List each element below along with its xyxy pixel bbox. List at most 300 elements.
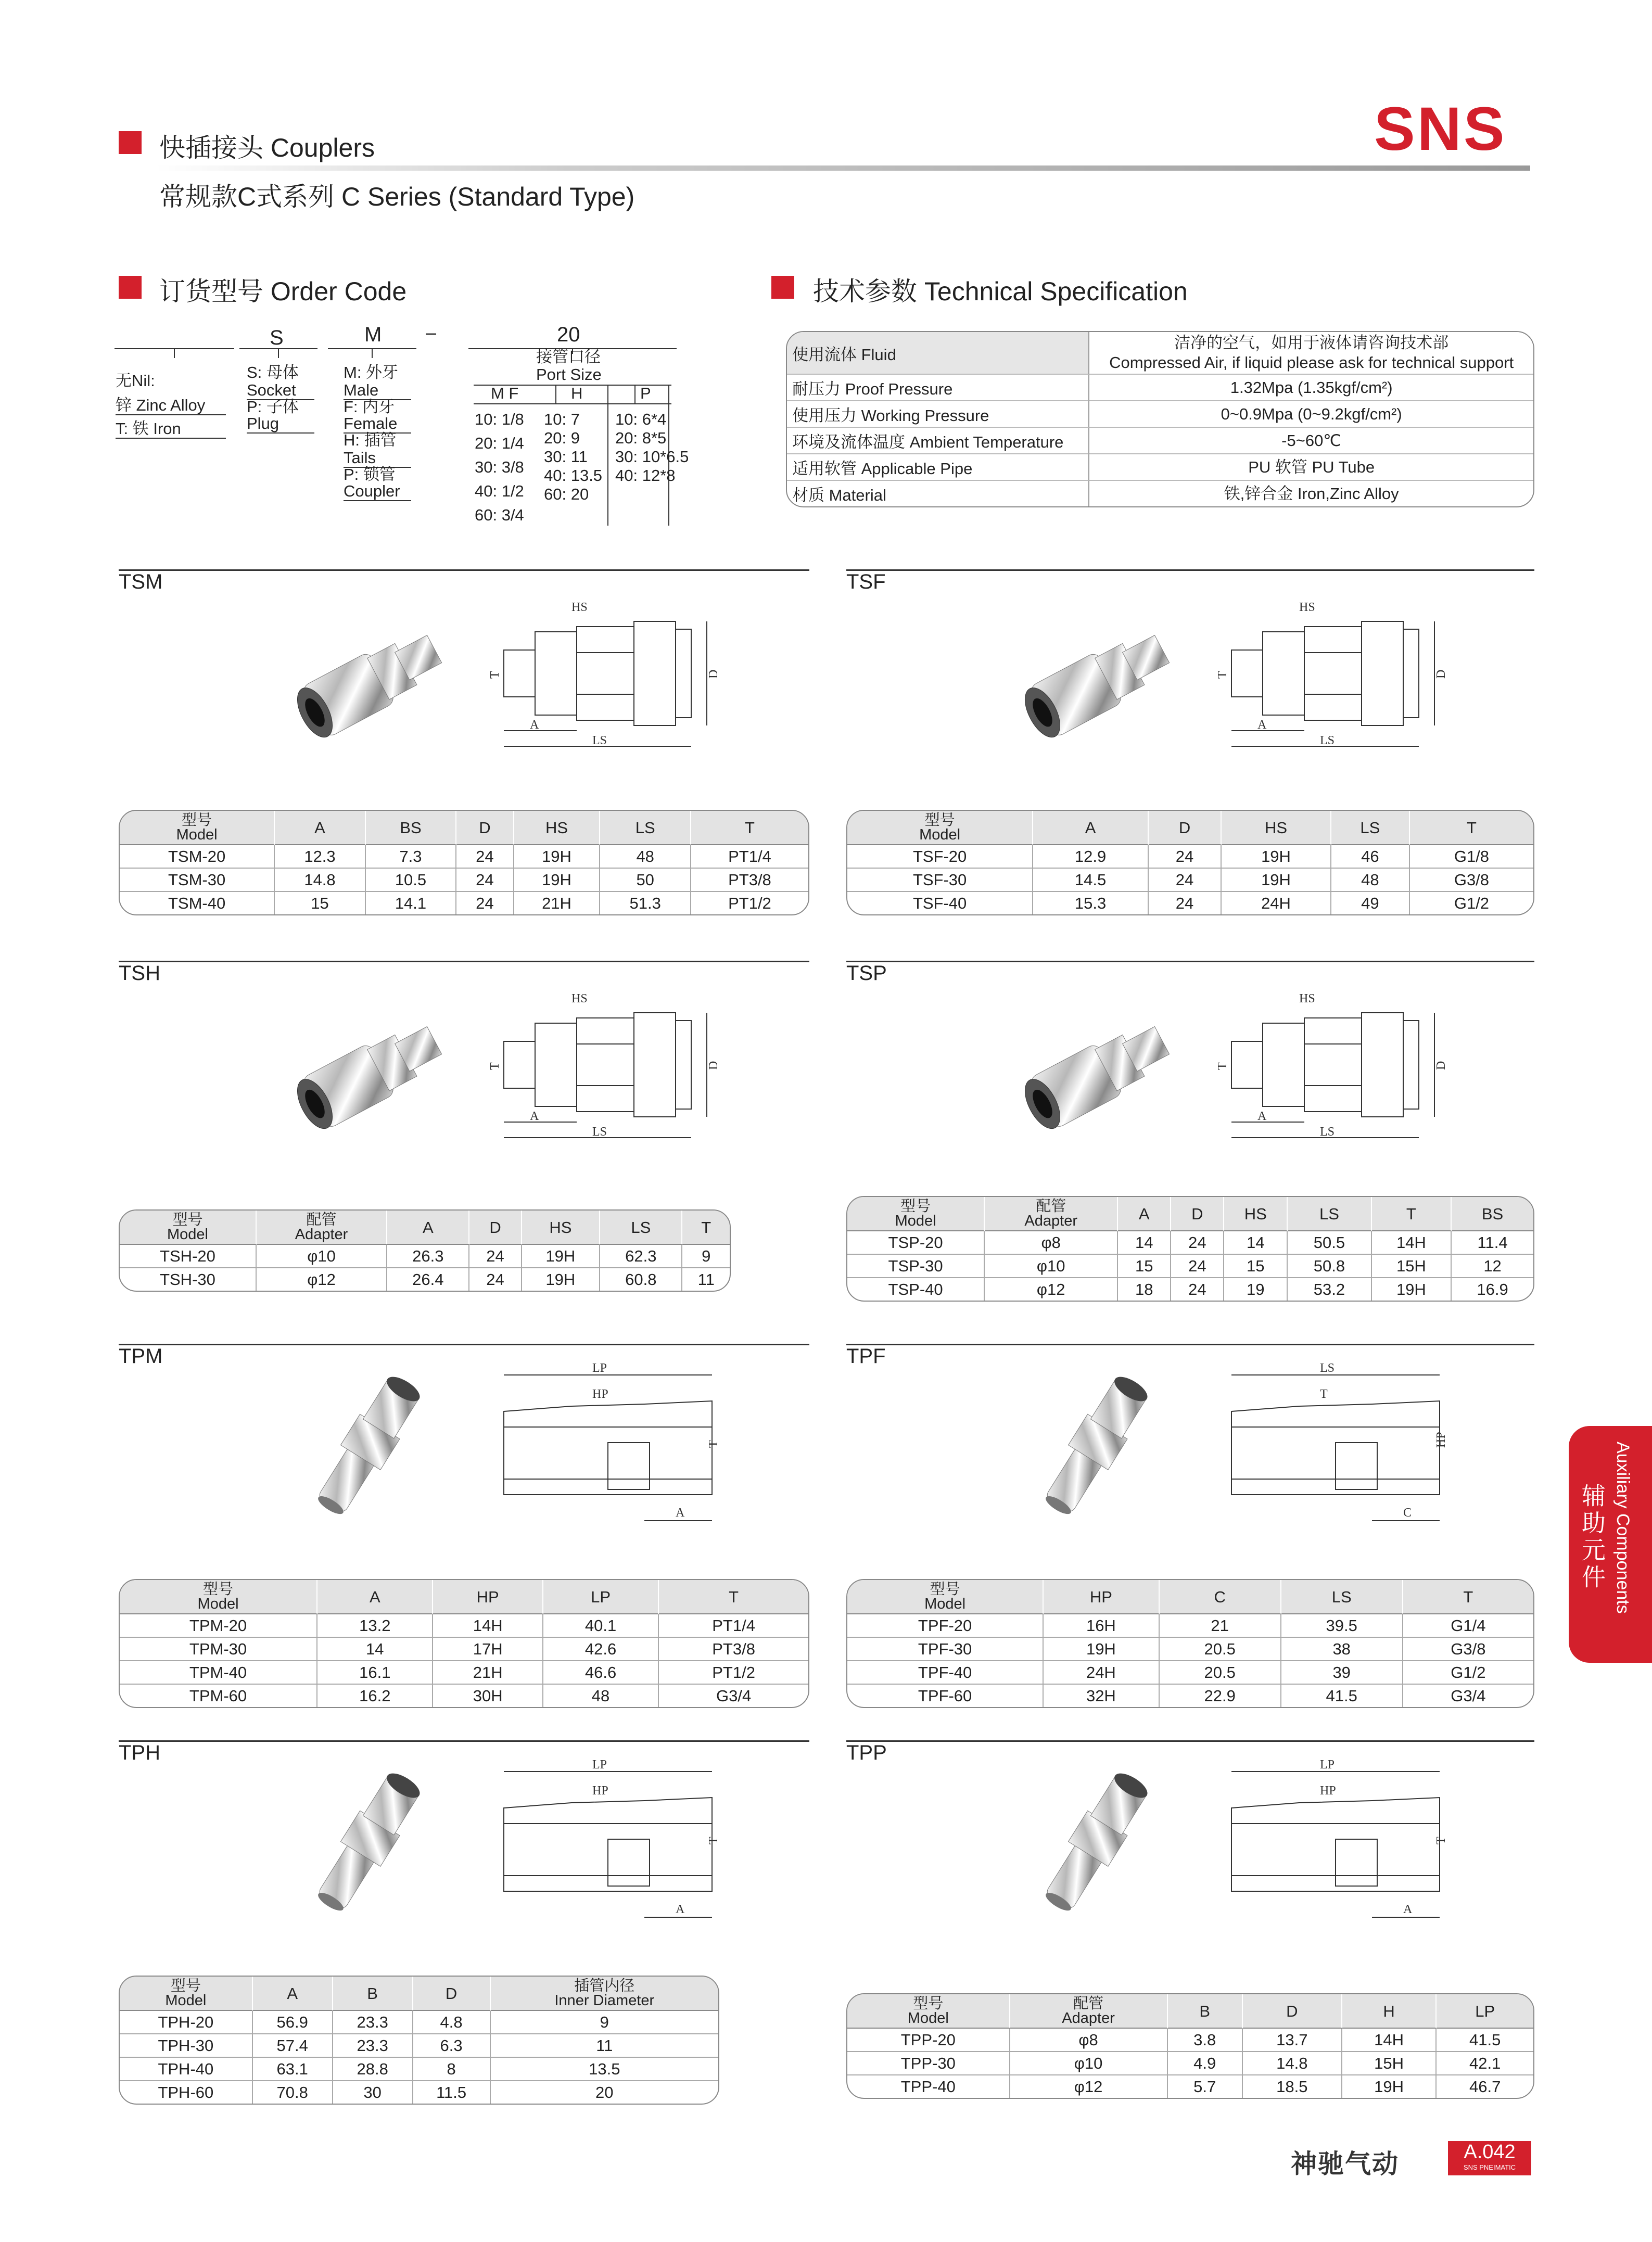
table-row xyxy=(847,1231,1533,1255)
table-cell: 24 xyxy=(1171,1278,1224,1301)
table-cell: φ10 xyxy=(257,1245,387,1268)
table-header-cell: D xyxy=(1243,1994,1342,2029)
table-cell: PT1/4 xyxy=(691,845,808,869)
table-row xyxy=(847,1685,1533,1707)
table-cell: 3.8 xyxy=(1168,2029,1243,2052)
oc-h-cn: H: 插管 xyxy=(344,431,397,449)
header-marker xyxy=(119,131,142,154)
oc-p-en: Plug xyxy=(247,415,314,434)
table-cell: 16.9 xyxy=(1477,1280,1508,1298)
table-header-cell: H xyxy=(1342,1994,1437,2029)
table-row xyxy=(120,2058,718,2081)
spec-table xyxy=(119,1209,731,1292)
table-cell: 14 xyxy=(1118,1231,1171,1255)
technical-drawing xyxy=(488,971,780,1158)
header-en: Inner Diameter xyxy=(554,1992,655,2009)
table-cell: TPM-20 xyxy=(120,1614,317,1638)
table-cell: 57.4 xyxy=(253,2034,333,2058)
svg-text:A: A xyxy=(1403,1903,1413,1916)
table-cell: TPH-40 xyxy=(120,2058,253,2081)
header-rule xyxy=(156,165,1530,171)
svg-text:A: A xyxy=(676,1506,685,1520)
oc-m-cn: M: 外牙 xyxy=(344,363,399,381)
table-header-cell: D xyxy=(1149,811,1222,845)
tech-value-line: 铁,锌合金 Iron,Zinc Alloy xyxy=(1224,484,1399,503)
tech-key: 材质 Material xyxy=(787,481,1089,506)
oc-port-cn: 接管口径 xyxy=(536,348,601,366)
svg-text:LP: LP xyxy=(1320,1758,1335,1772)
table-header-cell xyxy=(120,1211,257,1245)
table-row xyxy=(847,1614,1533,1638)
oc-material-zinc: 锌 Zinc Alloy xyxy=(116,397,226,415)
table-cell: 16.2 xyxy=(317,1685,433,1707)
oc-col-mf: M F xyxy=(491,384,519,402)
oc-s-letter: S xyxy=(270,326,284,349)
table-cell: 19H xyxy=(1342,2075,1437,2098)
side-tab xyxy=(1569,1426,1652,1663)
table-cell: TSP-20 xyxy=(847,1231,985,1255)
oc-m-en: Male xyxy=(344,382,411,400)
spec-table xyxy=(846,1579,1534,1708)
page-number: A.042 xyxy=(1464,2141,1516,2163)
table-cell: φ8 xyxy=(985,1231,1118,1255)
section-name: TPH xyxy=(119,1741,160,1764)
table-cell: 20 xyxy=(595,2083,614,2101)
table-header-cell xyxy=(847,1994,1010,2029)
table-cell: TPF-60 xyxy=(847,1685,1044,1707)
table-cell: TSF-20 xyxy=(847,845,1033,869)
svg-text:HP: HP xyxy=(592,1387,608,1401)
order-code-marker xyxy=(119,276,142,299)
table-header-cell: LS xyxy=(1288,1197,1371,1231)
table-cell: 14.1 xyxy=(366,892,456,914)
order-code-heading: 订货型号 Order Code xyxy=(159,277,407,306)
header-en: Model xyxy=(176,826,218,843)
tech-key: 使用压力 Working Pressure xyxy=(787,401,1089,428)
table-header-cell: T xyxy=(682,1211,730,1245)
section-name: TPM xyxy=(119,1345,163,1368)
table-header-cell: A xyxy=(275,811,365,845)
table-cell: 21H xyxy=(514,892,601,914)
table-cell: 38 xyxy=(1281,1638,1403,1661)
oc-s-cn: S: 母体 xyxy=(247,363,299,381)
page-number-box xyxy=(1448,2141,1531,2175)
table-cell: 24 xyxy=(469,1245,522,1268)
spec-table xyxy=(119,1976,719,2105)
table-header-cell xyxy=(491,1977,718,2011)
table-cell: 18.5 xyxy=(1243,2075,1342,2098)
svg-text:LP: LP xyxy=(592,1361,607,1375)
header-en: Model xyxy=(907,2010,949,2027)
page-subtitle: 常规款C式系列 C Series (Standard Type) xyxy=(159,182,635,211)
header-cn: 型号 xyxy=(900,1198,931,1215)
svg-text:D: D xyxy=(707,669,720,679)
svg-text:HS: HS xyxy=(571,992,588,1005)
table-cell: TPM-40 xyxy=(120,1661,317,1685)
table-cell: 24 xyxy=(456,845,514,869)
table-header-cell: T xyxy=(659,1580,808,1614)
table-header-cell: BS xyxy=(366,811,456,845)
table-header-cell: B xyxy=(333,1977,413,2011)
table-header-cell: LP xyxy=(1437,1994,1533,2029)
section-rule xyxy=(119,1344,809,1345)
section-rule xyxy=(846,1740,1534,1742)
table-cell: TPM-60 xyxy=(120,1685,317,1707)
table-cell: 13.5 xyxy=(491,2058,718,2081)
table-cell: 48 xyxy=(1331,869,1410,892)
product-photo xyxy=(997,601,1185,757)
oc-port-p-item: 30: 10*6.5 xyxy=(615,448,689,466)
table-header-cell: C xyxy=(1160,1580,1281,1614)
table-cell: 15 xyxy=(1118,1255,1171,1278)
oc-f-en: Female xyxy=(344,415,411,434)
table-cell: 39.5 xyxy=(1281,1614,1403,1638)
header-en: Model xyxy=(895,1213,936,1229)
table-cell: 13.2 xyxy=(317,1614,433,1638)
table-row xyxy=(847,2075,1533,2098)
table-cell: 23.3 xyxy=(333,2034,413,2058)
oc-material-nil: 无Nil: xyxy=(116,372,155,390)
oc-p-cn: P: 子体 xyxy=(247,398,299,416)
table-cell: 19H xyxy=(1372,1278,1452,1301)
table-cell: 19 xyxy=(1224,1278,1288,1301)
svg-text:A: A xyxy=(1257,1110,1267,1123)
table-cell: 24H xyxy=(1222,892,1331,914)
table-cell: TSP-30 xyxy=(847,1255,985,1278)
table-cell: 21 xyxy=(1160,1614,1281,1638)
table-cell: 63.1 xyxy=(253,2058,333,2081)
table-cell: 11 xyxy=(697,1270,715,1289)
spec-table xyxy=(119,810,809,915)
tech-value xyxy=(1089,428,1533,454)
table-header-row xyxy=(847,1197,1533,1231)
table-cell: 15 xyxy=(1224,1255,1288,1278)
table-cell: 12 xyxy=(1452,1255,1533,1278)
section-rule xyxy=(119,569,809,571)
table-header-cell: B xyxy=(1168,1994,1243,2029)
table-cell: TSH-30 xyxy=(120,1268,257,1291)
table-header-cell: A xyxy=(317,1580,433,1614)
table-header-cell: HS xyxy=(522,1211,601,1245)
table-cell: G3/8 xyxy=(1403,1638,1533,1661)
tech-key: 耐压力 Proof Pressure xyxy=(787,375,1089,401)
table-header-cell: T xyxy=(1403,1580,1533,1614)
table-cell: G3/4 xyxy=(716,1687,752,1705)
tech-key: 使用流体 Fluid xyxy=(787,332,1089,375)
table-cell: TPH-20 xyxy=(120,2011,253,2034)
oc-port-h-item: 10: 7 xyxy=(544,410,580,428)
table-cell: 19H xyxy=(522,1268,601,1291)
tech-row xyxy=(787,375,1533,401)
table-cell: 19H xyxy=(1222,845,1331,869)
table-cell: φ12 xyxy=(985,1278,1118,1301)
header-cn: 型号 xyxy=(172,1212,203,1228)
table-cell: 30 xyxy=(333,2081,413,2104)
table-cell: 15.3 xyxy=(1033,892,1149,914)
table-cell: 14H xyxy=(1372,1231,1452,1255)
table-cell: φ10 xyxy=(1010,2052,1168,2075)
section-rule xyxy=(119,1740,809,1742)
product-photo xyxy=(270,601,457,757)
table-cell: 21H xyxy=(433,1661,543,1685)
table-cell: 19H xyxy=(514,869,601,892)
table-row xyxy=(120,2034,718,2058)
table-cell: φ12 xyxy=(257,1268,387,1291)
svg-text:T: T xyxy=(488,1062,502,1070)
table-header-cell: HP xyxy=(433,1580,543,1614)
svg-text:T: T xyxy=(1320,1387,1328,1401)
table-cell: 24 xyxy=(1149,845,1222,869)
oc-s-en: Socket xyxy=(247,382,314,400)
header-cn: 配管 xyxy=(306,1212,337,1228)
product-photo xyxy=(997,992,1185,1148)
header-cn: 配管 xyxy=(1073,1995,1104,2012)
table-cell: 50 xyxy=(600,869,691,892)
svg-text:LS: LS xyxy=(1320,1125,1335,1139)
tech-value-line: 1.32Mpa (1.35kgf/cm²) xyxy=(1230,378,1393,397)
table-row xyxy=(847,1661,1533,1685)
product-photo xyxy=(270,992,457,1148)
table-header-cell: A xyxy=(1033,811,1149,845)
svg-text:LS: LS xyxy=(1320,1361,1335,1375)
header-en: Adapter xyxy=(295,1226,348,1243)
table-cell: 50.8 xyxy=(1288,1255,1371,1278)
oc-port-mf-item: 10: 1/8 xyxy=(475,410,524,428)
tech-value-line: 洁净的空气，如用于液体请咨询技术部 xyxy=(1174,334,1449,352)
oc-material-iron: T: 铁 Iron xyxy=(116,421,226,439)
tech-marker xyxy=(771,276,794,299)
table-cell: 26.3 xyxy=(387,1245,469,1268)
tech-row xyxy=(787,428,1533,454)
table-header-row xyxy=(120,1580,808,1614)
table-cell: 24 xyxy=(1171,1231,1224,1255)
oc-port-en: Port Size xyxy=(536,365,602,384)
table-cell: 28.8 xyxy=(333,2058,413,2081)
tech-value xyxy=(1089,481,1533,506)
svg-text:HP: HP xyxy=(1320,1784,1336,1798)
table-header-cell xyxy=(120,811,275,845)
tech-value-line: -5~60℃ xyxy=(1281,431,1342,450)
table-header-row xyxy=(847,1994,1533,2029)
technical-drawing xyxy=(1216,1751,1507,1938)
product-photo xyxy=(270,1375,457,1531)
table-cell: φ10 xyxy=(985,1255,1118,1278)
table-cell: 10.5 xyxy=(366,869,456,892)
table-header-cell xyxy=(257,1211,387,1245)
table-cell: 9 xyxy=(682,1245,730,1268)
table-header-cell: D xyxy=(469,1211,522,1245)
table-cell: 26.4 xyxy=(387,1268,469,1291)
table-cell: 56.9 xyxy=(253,2011,333,2034)
table-header-cell: HS xyxy=(514,811,601,845)
section-rule xyxy=(846,961,1534,962)
table-row xyxy=(120,1638,808,1661)
table-cell: φ8 xyxy=(1010,2029,1168,2052)
technical-drawing xyxy=(1216,971,1507,1158)
table-row xyxy=(847,2052,1533,2075)
table-cell: TSM-20 xyxy=(120,845,275,869)
table-header-row xyxy=(120,1977,718,2011)
table-cell: 62.3 xyxy=(600,1245,682,1268)
table-cell: 46.7 xyxy=(1469,2078,1501,2096)
table-cell: 41.5 xyxy=(1281,1685,1403,1707)
svg-text:HS: HS xyxy=(1299,992,1315,1005)
oc-port-p-item: 40: 12*8 xyxy=(615,466,676,485)
table-header-row xyxy=(120,811,808,845)
table-row xyxy=(847,1255,1533,1278)
table-cell: 6.3 xyxy=(413,2034,491,2058)
table-cell: 15H xyxy=(1372,1255,1452,1278)
svg-text:HP: HP xyxy=(1434,1432,1448,1448)
table-cell: φ12 xyxy=(1010,2075,1168,2098)
svg-text:T: T xyxy=(1216,671,1229,679)
oc-20: 20 xyxy=(557,323,580,346)
table-cell: TSF-40 xyxy=(847,892,1033,914)
table-header-cell xyxy=(847,811,1033,845)
tech-value xyxy=(1089,401,1533,428)
table-cell: 15H xyxy=(1342,2052,1437,2075)
table-cell: 46 xyxy=(1331,845,1410,869)
page-number-sub: SNS PNEIMATIC xyxy=(1463,2163,1516,2171)
tech-value-line: PU 软管 PU Tube xyxy=(1248,457,1375,476)
header-cn: 型号 xyxy=(170,1978,201,1994)
table-cell: TPF-20 xyxy=(847,1614,1044,1638)
tech-row xyxy=(787,332,1533,375)
section-name: TSM xyxy=(119,570,163,593)
oc-port-mf-item: 30: 3/8 xyxy=(475,458,524,476)
section-rule xyxy=(846,1344,1534,1345)
tech-heading: 技术参数 Technical Specification xyxy=(813,277,1188,306)
svg-text:C: C xyxy=(1403,1506,1412,1520)
table-cell: 14.5 xyxy=(1033,869,1149,892)
table-cell: PT3/8 xyxy=(691,869,808,892)
header-en: Adapter xyxy=(1024,1213,1077,1229)
tech-row xyxy=(787,401,1533,428)
oc-port-h-item: 20: 9 xyxy=(544,429,580,447)
table-cell: 19H xyxy=(522,1245,601,1268)
spec-table xyxy=(119,1579,809,1708)
svg-text:A: A xyxy=(676,1903,685,1916)
product-photo xyxy=(270,1772,457,1928)
footer-brand-cn: 神驰气动 xyxy=(1291,2149,1399,2179)
spec-table xyxy=(846,810,1534,915)
table-row xyxy=(120,869,808,892)
table-cell: 49 xyxy=(1331,892,1410,914)
table-cell: 7.3 xyxy=(366,845,456,869)
header-cn: 配管 xyxy=(1036,1198,1066,1215)
oc-m-letter: M xyxy=(364,323,382,346)
oc-port-h-item: 40: 13.5 xyxy=(544,466,603,485)
side-tab-en: Auxiliary Components xyxy=(1613,1442,1633,1614)
tech-value-line: Compressed Air, if liquid please ask for technical support xyxy=(1109,353,1514,372)
table-cell: 39 xyxy=(1281,1661,1403,1685)
table-header-cell: HP xyxy=(1044,1580,1159,1614)
section-name: TSP xyxy=(846,962,887,985)
oc-col-h: H xyxy=(571,384,583,402)
oc-col-p: P xyxy=(640,384,651,402)
header-en: Model xyxy=(165,1992,207,2009)
table-row xyxy=(120,1661,808,1685)
table-cell: 14 xyxy=(317,1638,433,1661)
table-row xyxy=(120,845,808,869)
header-en: Model xyxy=(919,826,961,843)
table-row xyxy=(847,1278,1533,1301)
table-cell: G1/8 xyxy=(1410,845,1533,869)
table-header-cell xyxy=(120,1977,253,2011)
oc-port-p-item: 10: 6*4 xyxy=(615,410,667,428)
table-cell: 19H xyxy=(1044,1638,1159,1661)
svg-text:HS: HS xyxy=(571,601,588,614)
table-row xyxy=(847,1638,1533,1661)
section-name: TPF xyxy=(846,1345,886,1368)
table-cell: 24 xyxy=(456,869,514,892)
svg-text:T: T xyxy=(1216,1062,1229,1070)
table-header-cell: D xyxy=(413,1977,491,2011)
table-cell: G1/4 xyxy=(1403,1614,1533,1638)
table-cell: TPP-40 xyxy=(847,2075,1010,2098)
table-row xyxy=(120,2081,718,2104)
table-cell: 24 xyxy=(469,1268,522,1291)
table-header-cell xyxy=(847,1197,985,1231)
page-title: 快插接头 Couplers xyxy=(159,133,375,162)
spec-table xyxy=(846,1196,1534,1302)
svg-text:LS: LS xyxy=(592,734,607,747)
table-cell: TSM-40 xyxy=(120,892,275,914)
technical-drawing xyxy=(488,1354,780,1542)
table-cell: 4.8 xyxy=(413,2011,491,2034)
table-cell: 24 xyxy=(456,892,514,914)
table-cell: 24 xyxy=(1171,1255,1224,1278)
tech-value xyxy=(1089,332,1533,375)
table-cell: 14H xyxy=(433,1614,543,1638)
table-header-cell: T xyxy=(1372,1197,1452,1231)
table-row xyxy=(120,1268,730,1291)
table-cell: 18 xyxy=(1118,1278,1171,1301)
table-cell: 16H xyxy=(1044,1614,1159,1638)
svg-text:T: T xyxy=(707,1440,720,1448)
tech-value-line: 0~0.9Mpa (0~9.2kgf/cm²) xyxy=(1221,404,1402,423)
svg-text:T: T xyxy=(1434,1837,1448,1844)
header-en: Model xyxy=(197,1596,239,1612)
table-cell: PT3/8 xyxy=(659,1638,808,1661)
table-cell: 16.1 xyxy=(317,1661,433,1685)
table-cell: 24H xyxy=(1044,1661,1159,1685)
table-row xyxy=(120,892,808,914)
table-row xyxy=(120,1685,808,1707)
table-cell: 32H xyxy=(1044,1685,1159,1707)
table-cell: 48 xyxy=(600,845,691,869)
header-en: Adapter xyxy=(1062,2010,1115,2027)
table-cell: G3/8 xyxy=(1410,869,1533,892)
table-row xyxy=(847,2029,1533,2052)
section-rule xyxy=(846,569,1534,571)
table-row xyxy=(120,1614,808,1638)
oc-port-mf-item: 20: 1/4 xyxy=(475,434,524,452)
table-cell: G1/2 xyxy=(1454,894,1490,912)
svg-text:A: A xyxy=(1257,718,1267,732)
tech-row xyxy=(787,454,1533,481)
table-cell: 30H xyxy=(433,1685,543,1707)
table-header-row xyxy=(120,1211,730,1245)
table-cell: 40.1 xyxy=(543,1614,659,1638)
header-en: Model xyxy=(167,1226,208,1243)
oc-pc-en: Coupler xyxy=(344,483,411,501)
table-cell: 14.8 xyxy=(1243,2052,1342,2075)
table-cell: TPH-60 xyxy=(120,2081,253,2104)
table-cell: 60.8 xyxy=(600,1268,682,1291)
table-row xyxy=(847,869,1533,892)
header-cn: 型号 xyxy=(930,1581,960,1598)
